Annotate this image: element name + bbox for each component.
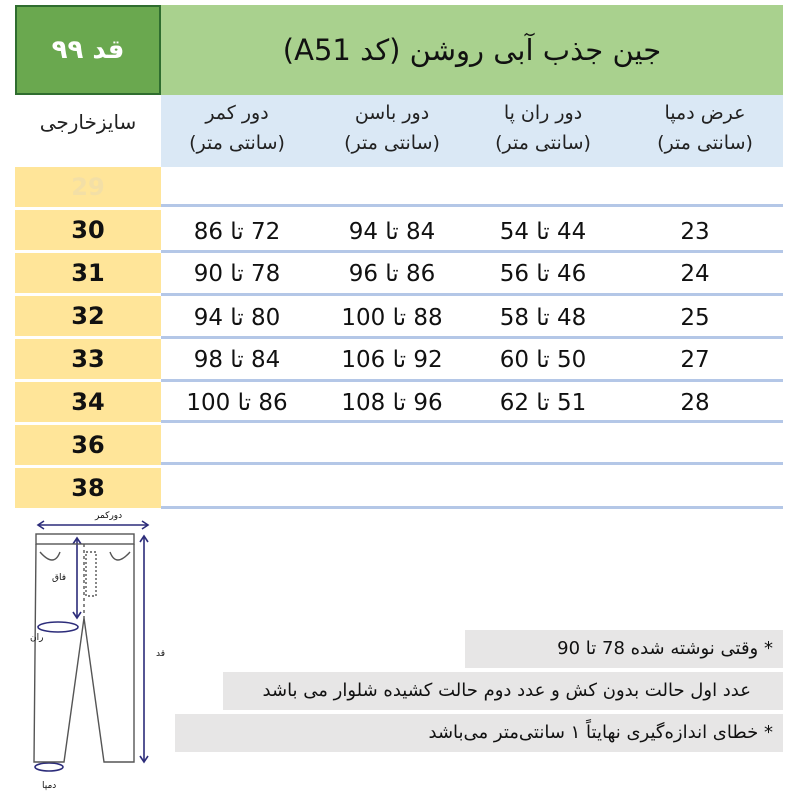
hem-value: 25 <box>680 305 710 331</box>
note-1-text: وقتی نوشته شده 78 تا 90 <box>557 638 759 659</box>
row-divider <box>161 204 783 207</box>
waist-value: 80 تا 94 <box>193 305 281 331</box>
hem-value: 27 <box>680 347 710 373</box>
size-column-label: سایزخارجی <box>39 110 137 134</box>
row-divider <box>161 462 783 465</box>
size-cell: 32 <box>15 296 161 336</box>
hem-ring <box>35 763 63 771</box>
product-title: جین جذب آبی روشن (کد A51) <box>161 5 783 95</box>
size-cell: 34 <box>15 382 161 422</box>
column-header-waist <box>162 98 312 164</box>
column-header-waist-title: دور کمر <box>205 102 269 124</box>
hem-label: دمپا <box>42 781 57 791</box>
hip-value: 96 تا 108 <box>341 390 443 416</box>
hem-value: 28 <box>680 390 710 416</box>
thigh-value: 50 تا 60 <box>499 347 587 373</box>
trousers-outline <box>34 534 134 762</box>
waist-value: 84 تا 98 <box>193 347 281 373</box>
thigh-value: 44 تا 54 <box>499 219 587 245</box>
note-2 <box>175 714 783 752</box>
column-header-hem-unit: (سانتی متر) <box>657 132 753 154</box>
height-tag: قد ۹۹ <box>15 5 161 95</box>
row-divider <box>161 506 783 509</box>
size-cell: 30 <box>15 210 161 250</box>
column-header-hip-title: دور باسن <box>354 102 430 124</box>
column-header-hem <box>630 98 780 164</box>
size-cell: 33 <box>15 339 161 379</box>
thigh-value: 51 تا 62 <box>499 390 587 416</box>
note-2-text: خطای اندازه‌گیری نهایتاً ۱ سانتی‌متر می‌باشد <box>428 722 759 743</box>
column-header-hip <box>317 98 467 164</box>
rise-label: فاق <box>52 573 67 583</box>
hip-value: 88 تا 100 <box>341 305 443 331</box>
column-header-thigh-unit: (سانتی متر) <box>495 132 591 154</box>
waist-value: 78 تا 90 <box>193 261 281 287</box>
hip-value: 92 تا 106 <box>341 347 443 373</box>
waist-value: 72 تا 86 <box>193 219 281 245</box>
column-header-thigh-title: دور ران پا <box>503 102 583 124</box>
thigh-value: 48 تا 58 <box>499 305 587 331</box>
hip-value: 84 تا 94 <box>348 219 436 245</box>
size-cell: 29 <box>15 167 161 207</box>
column-header-hip-unit: (سانتی متر) <box>344 132 440 154</box>
size-cell: 31 <box>15 253 161 293</box>
length-label: قد <box>156 649 166 659</box>
hip-value: 86 تا 96 <box>348 261 436 287</box>
thigh-ring <box>38 622 78 632</box>
note-1-detail <box>223 672 783 710</box>
waist-label: دورکمر <box>95 511 123 521</box>
column-header-thigh <box>468 98 618 164</box>
column-header-waist-unit: (سانتی متر) <box>189 132 285 154</box>
note-1-marker: * <box>764 638 773 659</box>
note-2-marker: * <box>764 722 773 743</box>
size-cell: 36 <box>15 425 161 465</box>
thigh-label: ران <box>30 633 44 643</box>
hem-value: 23 <box>680 219 710 245</box>
size-cell: 38 <box>15 468 161 508</box>
note-1-detail-text: عدد اول حالت بدون کش و عدد دوم حالت کشیده شلوار می باشد <box>262 680 751 701</box>
note-1 <box>465 630 783 668</box>
column-header-hem-title: عرض دمپا <box>664 102 746 124</box>
waist-value: 86 تا 100 <box>186 390 288 416</box>
trousers-diagram <box>20 508 180 798</box>
thigh-value: 46 تا 56 <box>499 261 587 287</box>
hem-value: 24 <box>680 261 710 287</box>
